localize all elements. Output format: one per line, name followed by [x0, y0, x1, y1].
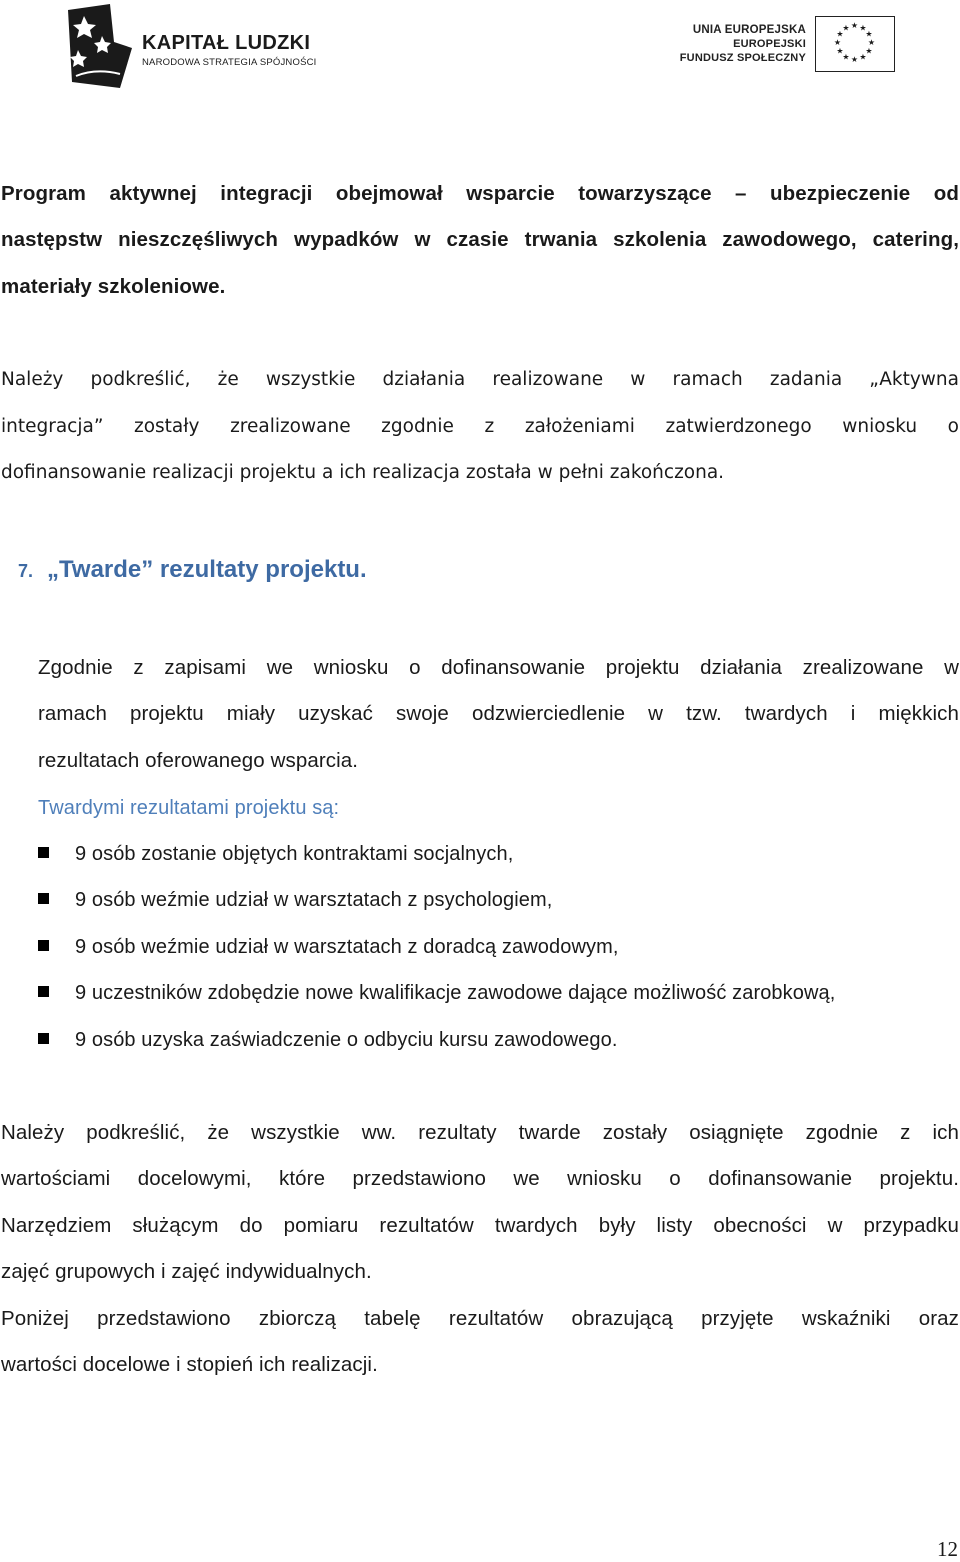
svg-text:★: ★: [836, 46, 844, 56]
svg-text:★: ★: [836, 29, 844, 39]
bullet-square-icon: [38, 847, 49, 858]
eu-logo-line-2: EUROPEJSKI: [733, 38, 806, 50]
paragraph-line: Należy podkreślić, że wszystkie działania realizowane w ramach zadania „Aktywna: [1, 369, 959, 390]
bullet-square-icon: [38, 1033, 49, 1044]
paragraph-line: Poniżej przedstawiono zbiorczą tabelę rezultatów obrazującą przyjęte wskaźniki oraz: [1, 1307, 959, 1330]
paragraph-line: wartościami docelowymi, które przedstawiono we wniosku o dofinansowanie projektu.: [1, 1167, 959, 1190]
kapital-ludzki-subtitle: NARODOWA STRATEGIA SPÓJNOŚCI: [142, 57, 317, 68]
svg-text:★: ★: [833, 38, 842, 47]
svg-text:★: ★: [850, 21, 859, 30]
svg-text:★: ★: [850, 55, 859, 64]
list-item-text: 9 uczestników zdobędzie nowe kwalifikacje zawodowe dające możliwość zarobkową,: [75, 982, 836, 1004]
svg-text:★: ★: [859, 23, 867, 33]
paragraph-line: integracja” zostały zrealizowane zgodnie z założeniami zatwierdzonego wniosku o: [1, 416, 959, 437]
svg-text:★: ★: [867, 38, 876, 47]
kapital-ludzki-logo: [62, 2, 342, 90]
svg-text:★: ★: [865, 46, 873, 56]
eu-logo-line-1: UNIA EUROPEJSKA: [692, 24, 806, 36]
paragraph-line: materiały szkoleniowe.: [1, 275, 226, 298]
paragraph-line: rezultatach oferowanego wsparcia.: [38, 749, 359, 772]
paragraph-line: ramach projektu miały uzyskać swoje odzwierciedlenie w tzw. twardych i miękkich: [38, 702, 959, 725]
paragraph-line: zajęć grupowych i zajęć indywidualnych.: [1, 1260, 372, 1283]
section-heading: [18, 554, 367, 587]
eu-flag-icon: [815, 16, 895, 72]
paragraph-line: następstw nieszczęśliwych wypadków w czasie trwania szkolenia zawodowego, catering,: [1, 228, 959, 251]
kapital-ludzki-emblem-icon: [62, 2, 138, 90]
page-number: 12: [937, 1537, 958, 1561]
paragraph-line: Należy podkreślić, że wszystkie ww. rezultaty twarde zostały osiągnięte zgodnie z ich: [1, 1121, 959, 1144]
bullet-square-icon: [38, 986, 49, 997]
paragraph-line: wartości docelowe i stopień ich realizacji.: [1, 1353, 378, 1376]
list-item-text: 9 osób zostanie objętych kontraktami socjalnych,: [75, 843, 514, 865]
svg-text:★: ★: [865, 29, 873, 39]
paragraph-line: Narzędziem służącym do pomiaru rezultatów twardych były listy obecności w przypadku: [1, 1214, 959, 1237]
list-item-text: 9 osób weźmie udział w warsztatach z psychologiem,: [75, 889, 553, 911]
list-item-text: 9 osób uzyska zaświadczenie o odbyciu kursu zawodowego.: [75, 1029, 618, 1051]
svg-text:★: ★: [842, 23, 850, 33]
bullet-square-icon: [38, 940, 49, 951]
list-item-text: 9 osób weźmie udział w warsztatach z doradcą zawodowym,: [75, 936, 619, 958]
paragraph-line: Zgodnie z zapisami we wniosku o dofinansowanie projektu działania zrealizowane w: [38, 656, 959, 679]
results-heading: Twardymi rezultatami projektu są:: [38, 797, 340, 819]
svg-text:★: ★: [842, 52, 850, 62]
eu-logo: [660, 14, 900, 76]
bullet-square-icon: [38, 893, 49, 904]
section-title: „Twarde” rezultaty projektu.: [47, 556, 367, 583]
paragraph-line: dofinansowanie realizacji projektu a ich realizacja została w pełni zakończona.: [1, 462, 725, 483]
paragraph-line: Program aktywnej integracji obejmował wsparcie towarzyszące – ubezpieczenie od: [1, 182, 959, 205]
svg-text:★: ★: [859, 52, 867, 62]
eu-logo-line-3: FUNDUSZ SPOŁECZNY: [679, 52, 806, 64]
kapital-ludzki-title: KAPITAŁ LUDZKI: [142, 32, 311, 54]
section-number: 7.: [18, 561, 34, 581]
